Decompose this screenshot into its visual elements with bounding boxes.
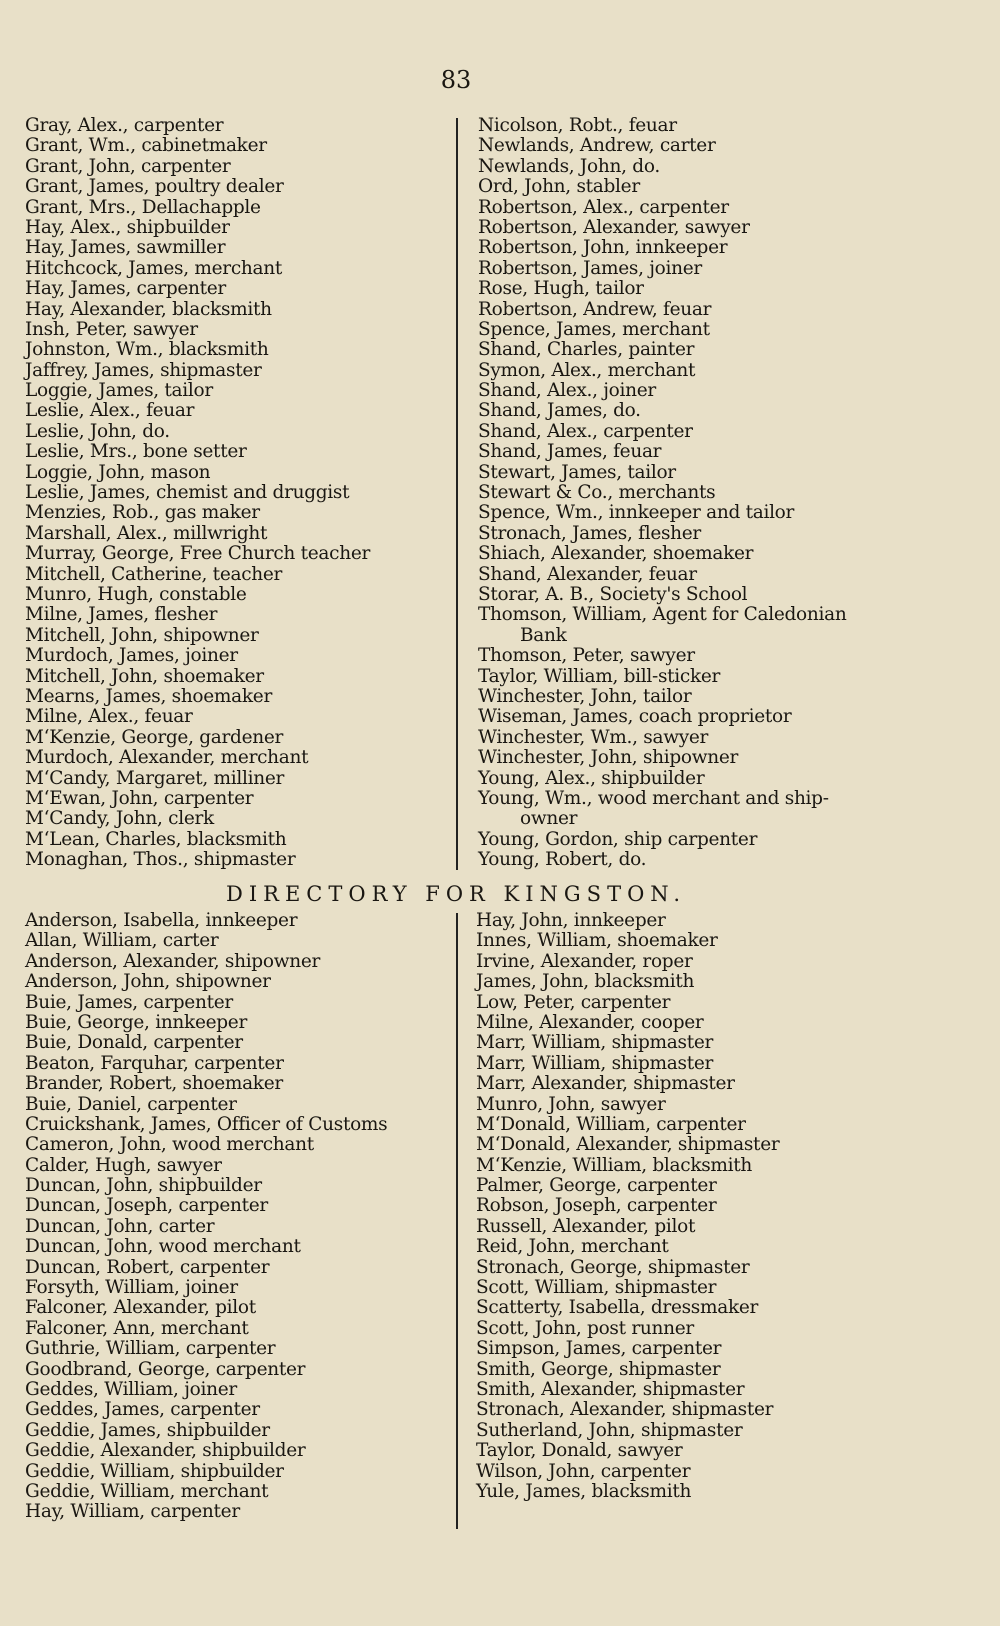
directory-entry: Newlands, Andrew, carter	[478, 135, 716, 157]
directory-entry: Falconer, Ann, merchant	[25, 1317, 249, 1339]
directory-entry: Newlands, John, do.	[478, 155, 660, 177]
directory-entry: Spence, James, merchant	[478, 318, 710, 340]
directory-entry: Storar, A. B., Society's School	[478, 583, 748, 605]
column-divider	[456, 913, 458, 1529]
directory-entry: Spence, Wm., innkeeper and tailor	[478, 502, 795, 524]
directory-entry: Scatterty, Isabella, dressmaker	[476, 1297, 759, 1319]
directory-entry: Robson, Joseph, carpenter	[476, 1195, 717, 1217]
directory-entry: Stronach, James, flesher	[478, 522, 701, 544]
page-number: 83	[440, 66, 472, 94]
directory-entry: Irvine, Alexander, roper	[476, 950, 693, 972]
directory-entry: Geddie, William, shipbuilder	[25, 1460, 284, 1482]
directory-entry: Wiseman, James, coach proprietor	[478, 706, 792, 728]
directory-entry: Hay, John, innkeeper	[476, 910, 666, 931]
directory-entry: Munro, John, sawyer	[476, 1093, 666, 1115]
directory-entry: Rose, Hugh, tailor	[478, 278, 644, 300]
directory-entry: Hay, Alexander, blacksmith	[25, 298, 272, 320]
directory-entry: M‘Lean, Charles, blacksmith	[25, 828, 287, 850]
directory-entry: Allan, William, carter	[25, 930, 219, 952]
directory-entry: M‘Donald, William, carpenter	[476, 1113, 746, 1135]
directory-entry: M‘Donald, Alexander, shipmaster	[476, 1134, 780, 1156]
directory-entry: Marshall, Alex., millwright	[25, 522, 268, 544]
directory-entry: Winchester, Wm., sawyer	[478, 726, 709, 748]
directory-entry: Goodbrand, George, carpenter	[25, 1358, 306, 1380]
directory-entry: Leslie, Alex., feuar	[25, 400, 195, 422]
directory-entry: Palmer, George, carpenter	[476, 1175, 717, 1197]
directory-entry: Simpson, James, carpenter	[476, 1338, 722, 1360]
directory-entry: Russell, Alexander, pilot	[476, 1215, 696, 1237]
directory-entry: Insh, Peter, sawyer	[25, 318, 198, 340]
directory-entry: M‘Kenzie, George, gardener	[25, 726, 284, 748]
directory-entry: M‘Ewan, John, carpenter	[25, 787, 254, 809]
directory-entry: Buie, Daniel, carpenter	[25, 1093, 237, 1115]
directory-entry: Winchester, John, shipowner	[478, 747, 739, 769]
directory-entry: Buie, Donald, carpenter	[25, 1032, 243, 1054]
directory-entry: Cruickshank, James, Officer of Customs	[25, 1113, 388, 1135]
directory-entry: Ord, John, stabler	[478, 176, 640, 198]
directory-entry: Geddie, Alexander, shipbuilder	[25, 1440, 306, 1462]
directory-entry: Hitchcock, James, merchant	[25, 257, 282, 279]
directory-entry: Nicolson, Robt., feuar	[478, 115, 677, 136]
directory-entry: M‘Candy, Margaret, milliner	[25, 767, 285, 789]
directory-entry: Shand, Alex., joiner	[478, 380, 656, 402]
directory-entry: Leslie, James, chemist and druggist	[25, 482, 350, 504]
directory-entry: Scott, John, post runner	[476, 1317, 694, 1339]
directory-entry: Shand, Alex., carpenter	[478, 420, 693, 442]
column-divider	[456, 118, 458, 870]
directory-entry: Low, Peter, carpenter	[476, 991, 671, 1013]
directory-entry: Guthrie, William, carpenter	[25, 1338, 276, 1360]
directory-entry: Munro, Hugh, constable	[25, 583, 247, 605]
directory-entry: Stewart, James, tailor	[478, 461, 676, 483]
directory-entry: Johnston, Wm., blacksmith	[25, 339, 269, 361]
directory-entry: Forsyth, William, joiner	[25, 1277, 238, 1299]
directory-entry: Milne, Alexander, cooper	[476, 1011, 704, 1033]
directory-entry: Grant, James, poultry dealer	[25, 176, 284, 198]
lower-left-column	[25, 911, 387, 1523]
directory-entry: Murdoch, James, joiner	[25, 645, 238, 667]
directory-entry: Buie, James, carpenter	[25, 991, 233, 1013]
directory-entry: Murdoch, Alexander, merchant	[25, 747, 309, 769]
directory-entry: Marr, Alexander, shipmaster	[476, 1073, 735, 1095]
directory-entry: Shand, Charles, painter	[478, 339, 695, 361]
directory-entry: owner	[520, 808, 578, 830]
lower-right-column	[476, 911, 779, 1502]
directory-entry: Loggie, James, tailor	[25, 380, 213, 402]
directory-entry: Robertson, Alex., carpenter	[478, 196, 729, 218]
directory-entry: Robertson, Alexander, sawyer	[478, 216, 750, 238]
directory-entry: Grant, Wm., cabinetmaker	[25, 135, 267, 157]
directory-entry: Geddie, James, shipbuilder	[25, 1419, 270, 1441]
directory-entry: Wilson, John, carpenter	[476, 1460, 691, 1482]
directory-entry: Bank	[520, 624, 567, 646]
directory-entry: Cameron, John, wood merchant	[25, 1134, 314, 1156]
directory-entry: Beaton, Farquhar, carpenter	[25, 1052, 284, 1074]
directory-entry: Yule, James, blacksmith	[476, 1480, 692, 1502]
directory-entry: Reid, John, merchant	[476, 1236, 669, 1258]
directory-entry: James, John, blacksmith	[476, 971, 695, 993]
directory-entry: Stewart & Co., merchants	[478, 482, 716, 504]
directory-entry: Shiach, Alexander, shoemaker	[478, 543, 754, 565]
directory-entry: Marr, William, shipmaster	[476, 1052, 714, 1074]
directory-entry: Jaffrey, James, shipmaster	[25, 359, 262, 381]
directory-entry: Calder, Hugh, sawyer	[25, 1154, 222, 1176]
directory-entry: Grant, Mrs., Dellachapple	[25, 196, 261, 218]
directory-entry: Hay, James, sawmiller	[25, 237, 226, 259]
directory-entry: Marr, William, shipmaster	[476, 1032, 714, 1054]
directory-entry: Shand, Alexander, feuar	[478, 563, 697, 585]
directory-entry: M‘Kenzie, William, blacksmith	[476, 1154, 753, 1176]
directory-entry: Mearns, James, shoemaker	[25, 685, 272, 707]
directory-entry: Smith, George, shipmaster	[476, 1358, 721, 1380]
directory-entry: Young, Gordon, ship carpenter	[478, 828, 758, 850]
directory-entry: Robertson, John, innkeeper	[478, 237, 728, 259]
directory-entry: Mitchell, John, shoemaker	[25, 665, 264, 687]
directory-entry: Hay, William, carpenter	[25, 1501, 240, 1523]
directory-entry: Taylor, William, bill-sticker	[478, 665, 721, 687]
directory-entry: Buie, George, innkeeper	[25, 1011, 247, 1033]
directory-entry: Anderson, Alexander, shipowner	[25, 950, 321, 972]
directory-entry: Hay, Alex., shipbuilder	[25, 216, 230, 238]
directory-entry: Menzies, Rob., gas maker	[25, 502, 260, 524]
directory-entry: Falconer, Alexander, pilot	[25, 1297, 256, 1319]
directory-entry: Leslie, Mrs., bone setter	[25, 441, 247, 463]
directory-entry: Thomson, William, Agent for Caledonian	[478, 604, 847, 626]
directory-entry: Stronach, George, shipmaster	[476, 1256, 750, 1278]
directory-entry: Hay, James, carpenter	[25, 278, 226, 300]
directory-entry: Geddie, William, merchant	[25, 1480, 269, 1502]
directory-entry: Mitchell, Catherine, teacher	[25, 563, 283, 585]
directory-entry: Duncan, Robert, carpenter	[25, 1256, 270, 1278]
directory-entry: Duncan, John, wood merchant	[25, 1236, 301, 1258]
upper-right-column	[478, 116, 846, 870]
directory-entry: Scott, William, shipmaster	[476, 1277, 717, 1299]
directory-entry: Robertson, Andrew, feuar	[478, 298, 712, 320]
directory-entry: Robertson, James, joiner	[478, 257, 702, 279]
directory-entry: Duncan, Joseph, carpenter	[25, 1195, 268, 1217]
upper-left-column	[25, 116, 370, 870]
directory-entry: Anderson, John, shipowner	[25, 971, 271, 993]
directory-entry: Young, Alex., shipbuilder	[478, 767, 705, 789]
directory-entry: Taylor, Donald, sawyer	[476, 1440, 683, 1462]
directory-entry: Stronach, Alexander, shipmaster	[476, 1399, 774, 1421]
directory-entry: Geddes, William, joiner	[25, 1378, 237, 1400]
directory-entry: Duncan, John, shipbuilder	[25, 1175, 262, 1197]
directory-entry: Shand, James, feuar	[478, 441, 662, 463]
directory-entry: Symon, Alex., merchant	[478, 359, 696, 381]
directory-entry: Mitchell, John, shipowner	[25, 624, 259, 646]
section-heading: DIRECTORY FOR KINGSTON.	[226, 882, 686, 906]
directory-entry: Gray, Alex., carpenter	[25, 115, 224, 136]
directory-entry: Innes, William, shoemaker	[476, 930, 718, 952]
directory-entry: Winchester, John, tailor	[478, 685, 692, 707]
directory-entry: Young, Wm., wood merchant and ship-	[478, 787, 829, 809]
directory-entry: Grant, John, carpenter	[25, 155, 231, 177]
directory-entry: Murray, George, Free Church teacher	[25, 543, 371, 565]
directory-entry: Smith, Alexander, shipmaster	[476, 1378, 745, 1400]
directory-entry: Shand, James, do.	[478, 400, 641, 422]
directory-entry: Geddes, James, carpenter	[25, 1399, 260, 1421]
directory-entry: Duncan, John, carter	[25, 1215, 215, 1237]
directory-entry: M‘Candy, John, clerk	[25, 808, 214, 830]
directory-entry: Milne, James, flesher	[25, 604, 218, 626]
directory-entry: Anderson, Isabella, innkeeper	[25, 910, 298, 931]
directory-entry: Monaghan, Thos., shipmaster	[25, 849, 296, 871]
directory-entry: Milne, Alex., feuar	[25, 706, 193, 728]
directory-entry: Young, Robert, do.	[478, 849, 647, 871]
directory-entry: Thomson, Peter, sawyer	[478, 645, 695, 667]
directory-entry: Loggie, John, mason	[25, 461, 211, 483]
directory-entry: Sutherland, John, shipmaster	[476, 1419, 743, 1441]
directory-entry: Leslie, John, do.	[25, 420, 170, 442]
directory-entry: Brander, Robert, shoemaker	[25, 1073, 283, 1095]
